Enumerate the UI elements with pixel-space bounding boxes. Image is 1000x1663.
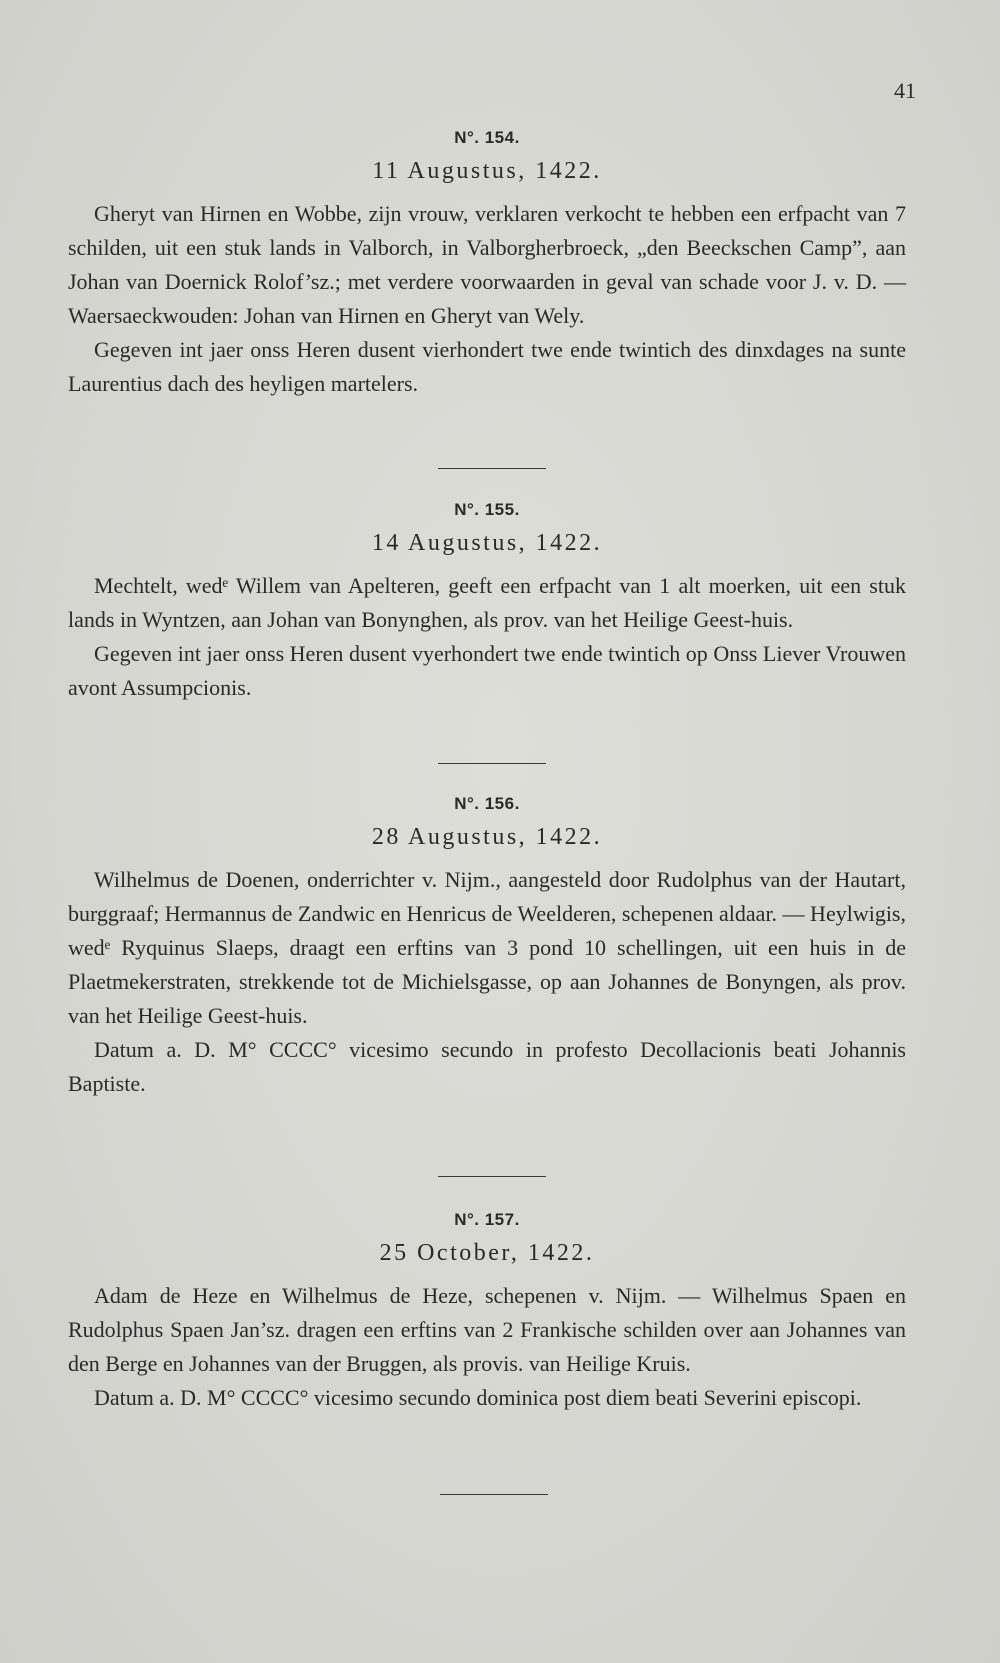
entry-number: N°. 155. <box>454 500 520 519</box>
entry-date: 11 Augustus, 1422. <box>372 158 602 184</box>
entry-number: N°. 156. <box>454 794 520 813</box>
entry-paragraph: Gheryt van Hirnen en Wobbe, zijn vrouw, verklaren verkocht te hebben een erfpacht van 7 schilden, uit een stuk lands in Valborch, in Valborgherbroeck, „den Beeckschen Camp”, aan Johan van Doernick Rolof’sz.; met verdere voorwaarden in geval van schade voor J. v. D. — Waersaeckwouden: Johan van Hirnen en Gheryt van Wely. <box>68 201 906 328</box>
entry-paragraph: Gegeven int jaer onss Heren dusent vyerhondert twe ende twintich op Onss Liever Vrouwen avont Assumpcionis. <box>68 641 906 700</box>
entry-body <box>68 1279 906 1415</box>
separator-rule <box>440 1494 548 1495</box>
entry-154 <box>68 128 906 401</box>
entry-date: 25 October, 1422. <box>379 1240 595 1266</box>
page-number: 41 <box>894 78 916 103</box>
entry-paragraph: Adam de Heze en Wilhelmus de Heze, schepenen v. Nijm. — Wilhelmus Spaen en Rudolphus Spaen Jan’sz. dragen een erftins van 2 Frankische schilden over aan Johannes van den Berge en Johannes van der Bruggen, als provis. van Heilige Kruis. <box>68 1283 906 1376</box>
entry-number: N°. 157. <box>454 1210 520 1229</box>
entry-body <box>68 569 906 705</box>
entry-date: 28 Augustus, 1422. <box>371 824 603 850</box>
entry-body <box>68 863 906 1101</box>
entry-date: 14 Augustus, 1422. <box>371 530 603 556</box>
entry-number: N°. 154. <box>454 128 520 147</box>
entry-paragraph: Datum a. D. M° CCCC° vicesimo secundo dominica post diem beati Severini episcopi. <box>94 1385 862 1410</box>
separator-rule <box>438 468 546 469</box>
entry-156 <box>68 794 906 1101</box>
separator-rule <box>438 763 546 764</box>
entry-paragraph: Mechtelt, wedᵉ Willem van Apelteren, geeft een erfpacht van 1 alt moerken, uit een stuk lands in Wyntzen, aan Johan van Bonynghen, als prov. van het Heilige Geest-huis. <box>68 573 906 632</box>
separator-rule <box>438 1176 546 1177</box>
entry-paragraph: Wilhelmus de Doenen, onderrichter v. Nijm., aangesteld door Rudolphus van der Hautart, burggraaf; Hermannus de Zandwic en Henricus de Weelderen, schepenen aldaar. — Heylwigis, wedᵉ Ryquinus Slaeps, draagt een erftins van 3 pond 10 schellingen, uit een huis in de Plaetmekerstraten, strekkende tot de Michielsgasse, op aan Johannes de Bonyngen, als prov. van het Heilige Geest-huis. <box>68 867 906 1028</box>
entry-157 <box>68 1210 906 1415</box>
entry-body <box>68 197 906 401</box>
entry-155 <box>68 500 906 705</box>
entry-paragraph: Datum a. D. M° CCCC° vicesimo secundo in profesto Decollacionis beati Johannis Baptiste. <box>68 1037 906 1096</box>
entry-paragraph: Gegeven int jaer onss Heren dusent vierhondert twe ende twintich des dinxdages na sunte Laurentius dach des heyligen martelers. <box>68 337 906 396</box>
